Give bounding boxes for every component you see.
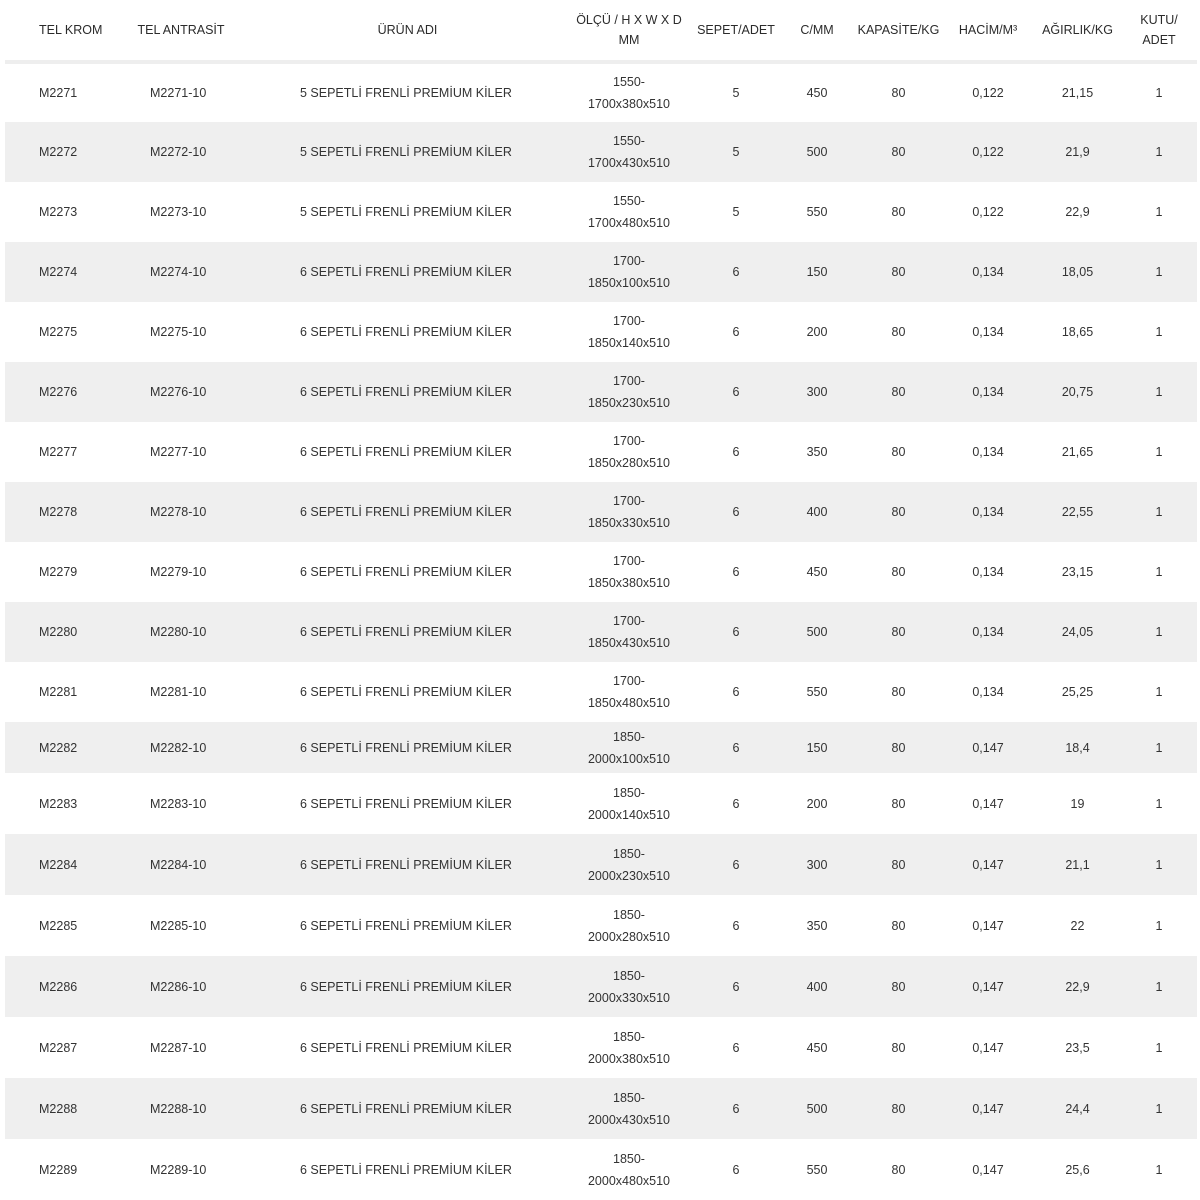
cell-kapasite: 80 [891,1101,906,1116]
cell-hacim: 0,147 [972,857,1004,872]
cell-urun-adi: 6 SEPETLİ FRENLİ PREMİUM KİLER [300,740,512,755]
cell-tel-antrasit: M2280-10 [150,625,207,639]
cell-kapasite: 80 [891,918,906,933]
cell-urun-adi: 6 SEPETLİ FRENLİ PREMİUM KİLER [300,1101,512,1116]
cell-sepet-adet: 6 [732,1101,740,1116]
header-kapasite: KAPASİTE/KG [857,23,940,37]
cell-urun-adi: 6 SEPETLİ FRENLİ PREMİUM KİLER [300,505,512,519]
cell-kutu-adet: 1 [1155,205,1163,219]
table-row [5,362,1197,422]
cell-kutu-adet: 1 [1155,1162,1163,1177]
cell-tel-krom: M2278 [39,505,78,519]
cell-olcu: 1850- 2000x140x510 [587,785,671,822]
cell-tel-krom: M2289 [39,1162,78,1177]
cell-sepet-adet: 6 [732,796,740,811]
cell-c-mm: 150 [806,740,828,755]
table-row [5,302,1197,362]
table-row [5,122,1197,182]
cell-kapasite: 80 [891,385,906,399]
cell-tel-krom: M2282 [39,740,78,755]
header-tel-krom: TEL KROM [39,23,103,37]
table-row [5,482,1197,542]
cell-tel-antrasit: M2272-10 [150,145,207,159]
cell-olcu: 1850- 2000x330x510 [587,968,671,1005]
header-olcu: ÖLÇÜ / H X W X D MM [576,13,682,47]
cell-urun-adi: 6 SEPETLİ FRENLİ PREMİUM KİLER [300,385,512,399]
table-header-row [5,0,1197,62]
cell-agirlik: 21,1 [1065,857,1090,872]
cell-sepet-adet: 6 [732,979,740,994]
cell-c-mm: 400 [806,979,828,994]
cell-urun-adi: 5 SEPETLİ FRENLİ PREMİUM KİLER [300,205,512,219]
cell-sepet-adet: 6 [732,265,740,279]
cell-kutu-adet: 1 [1155,445,1163,459]
cell-tel-antrasit: M2279-10 [150,565,207,579]
cell-agirlik: 23,5 [1065,1040,1090,1055]
cell-olcu: 1550- 1700x430x510 [587,134,671,170]
cell-kutu-adet: 1 [1155,265,1163,279]
header-tel-antrasit: TEL ANTRASİT [137,23,225,37]
cell-tel-antrasit: M2276-10 [150,385,207,399]
cell-agirlik: 22,55 [1061,505,1094,519]
cell-tel-krom: M2284 [39,857,78,872]
cell-hacim: 0,147 [972,918,1004,933]
cell-sepet-adet: 6 [732,740,740,755]
cell-tel-antrasit: M2282-10 [150,740,207,755]
cell-hacim: 0,147 [972,796,1004,811]
cell-olcu: 1850- 2000x480x510 [587,1151,671,1188]
cell-kapasite: 80 [891,796,906,811]
cell-kapasite: 80 [891,445,906,459]
cell-agirlik: 24,05 [1061,625,1094,639]
cell-kapasite: 80 [891,685,906,699]
cell-hacim: 0,134 [972,445,1004,459]
cell-agirlik: 22 [1070,918,1085,933]
cell-agirlik: 25,25 [1061,685,1094,699]
header-sepet-adet: SEPET/ADET [697,23,775,37]
cell-kapasite: 80 [891,1162,906,1177]
table-row [5,956,1197,1017]
cell-tel-antrasit: M2281-10 [150,685,207,699]
cell-kutu-adet: 1 [1155,385,1163,399]
cell-sepet-adet: 6 [732,325,740,339]
cell-urun-adi: 6 SEPETLİ FRENLİ PREMİUM KİLER [300,265,512,279]
cell-c-mm: 350 [806,918,828,933]
cell-agirlik: 19 [1070,796,1085,811]
table-row [5,662,1197,722]
cell-hacim: 0,134 [972,385,1004,399]
table-row [5,1139,1197,1200]
cell-tel-antrasit: M2271-10 [150,86,207,100]
cell-kutu-adet: 1 [1155,857,1163,872]
cell-kapasite: 80 [891,857,906,872]
table-row [5,62,1197,122]
cell-c-mm: 500 [806,1101,828,1116]
cell-hacim: 0,134 [972,685,1004,699]
cell-c-mm: 300 [806,857,828,872]
cell-c-mm: 300 [806,385,828,399]
cell-hacim: 0,122 [972,86,1004,100]
cell-c-mm: 500 [806,145,828,159]
cell-kutu-adet: 1 [1155,685,1163,699]
cell-tel-antrasit: M2273-10 [150,205,207,219]
cell-urun-adi: 6 SEPETLİ FRENLİ PREMİUM KİLER [300,1162,512,1177]
cell-hacim: 0,134 [972,265,1004,279]
cell-olcu: 1700- 1850x480x510 [587,674,671,710]
cell-tel-krom: M2287 [39,1040,78,1055]
cell-c-mm: 500 [806,625,828,639]
header-urun-adi: ÜRÜN ADI [377,23,438,37]
cell-sepet-adet: 6 [732,385,740,399]
cell-kutu-adet: 1 [1155,1101,1163,1116]
cell-sepet-adet: 5 [732,86,740,100]
cell-kapasite: 80 [891,979,906,994]
cell-hacim: 0,147 [972,1040,1004,1055]
cell-urun-adi: 5 SEPETLİ FRENLİ PREMİUM KİLER [300,145,512,159]
cell-urun-adi: 6 SEPETLİ FRENLİ PREMİUM KİLER [300,796,512,811]
cell-sepet-adet: 6 [732,625,740,639]
cell-olcu: 1850- 2000x280x510 [587,907,671,944]
cell-hacim: 0,134 [972,565,1004,579]
cell-kapasite: 80 [891,205,906,219]
cell-urun-adi: 6 SEPETLİ FRENLİ PREMİUM KİLER [300,625,512,639]
cell-hacim: 0,122 [972,145,1004,159]
cell-olcu: 1700- 1850x100x510 [587,254,671,290]
cell-kutu-adet: 1 [1155,325,1163,339]
cell-sepet-adet: 6 [732,445,740,459]
cell-tel-antrasit: M2287-10 [150,1040,207,1055]
cell-tel-antrasit: M2285-10 [150,918,207,933]
cell-olcu: 1550- 1700x480x510 [587,194,671,230]
cell-agirlik: 20,75 [1061,385,1094,399]
header-kutu-adet: KUTU/ ADET [1140,13,1178,47]
cell-olcu: 1700- 1850x330x510 [587,494,671,530]
cell-tel-antrasit: M2275-10 [150,325,207,339]
cell-agirlik: 18,4 [1065,740,1090,755]
cell-tel-krom: M2272 [39,145,78,159]
cell-olcu: 1700- 1850x230x510 [587,374,671,410]
cell-hacim: 0,122 [972,205,1004,219]
cell-hacim: 0,147 [972,740,1004,755]
cell-agirlik: 21,65 [1061,445,1094,459]
cell-sepet-adet: 5 [732,145,740,159]
cell-olcu: 1700- 1850x140x510 [587,314,671,350]
table-row [5,773,1197,834]
cell-urun-adi: 6 SEPETLİ FRENLİ PREMİUM KİLER [300,445,512,459]
cell-agirlik: 18,65 [1061,325,1094,339]
cell-tel-antrasit: M2283-10 [150,796,207,811]
table-row [5,422,1197,482]
cell-olcu: 1850- 2000x230x510 [587,846,671,883]
cell-kapasite: 80 [891,740,906,755]
cell-tel-antrasit: M2289-10 [150,1162,207,1177]
cell-c-mm: 450 [806,86,828,100]
cell-kutu-adet: 1 [1155,796,1163,811]
cell-kutu-adet: 1 [1155,1040,1163,1055]
cell-c-mm: 550 [806,1162,828,1177]
product-spec-table [5,0,1197,1200]
cell-kutu-adet: 1 [1155,86,1163,100]
cell-kutu-adet: 1 [1155,145,1163,159]
table-row [5,542,1197,602]
cell-urun-adi: 6 SEPETLİ FRENLİ PREMİUM KİLER [300,1040,512,1055]
table-row [5,1078,1197,1139]
cell-tel-krom: M2271 [39,86,78,100]
cell-sepet-adet: 6 [732,857,740,872]
cell-tel-antrasit: M2278-10 [150,505,207,519]
table-row [5,242,1197,302]
cell-urun-adi: 6 SEPETLİ FRENLİ PREMİUM KİLER [300,685,512,699]
cell-sepet-adet: 6 [732,505,740,519]
product-table-container [5,0,1197,1200]
cell-sepet-adet: 6 [732,1162,740,1177]
cell-urun-adi: 5 SEPETLİ FRENLİ PREMİUM KİLER [300,86,512,100]
cell-kutu-adet: 1 [1155,918,1163,933]
header-agirlik: AĞIRLIK/KG [1042,23,1113,37]
cell-hacim: 0,134 [972,625,1004,639]
cell-c-mm: 400 [806,505,828,519]
cell-olcu: 1700- 1850x280x510 [587,434,671,470]
cell-kapasite: 80 [891,625,906,639]
table-row [5,182,1197,242]
table-row [5,834,1197,895]
table-row [5,722,1197,773]
cell-kutu-adet: 1 [1155,565,1163,579]
cell-tel-krom: M2286 [39,979,78,994]
table-row [5,602,1197,662]
cell-agirlik: 25,6 [1065,1162,1090,1177]
header-hacim: HACİM/M³ [958,23,1018,37]
cell-hacim: 0,147 [972,1101,1004,1116]
cell-tel-krom: M2285 [39,918,78,933]
cell-c-mm: 350 [806,445,828,459]
cell-tel-krom: M2273 [39,205,78,219]
cell-tel-antrasit: M2274-10 [150,265,207,279]
cell-agirlik: 22,9 [1065,205,1090,219]
cell-olcu: 1550- 1700x380x510 [587,75,671,111]
cell-tel-antrasit: M2288-10 [150,1101,207,1116]
cell-olcu: 1850- 2000x380x510 [587,1029,671,1066]
cell-urun-adi: 6 SEPETLİ FRENLİ PREMİUM KİLER [300,918,512,933]
cell-kutu-adet: 1 [1155,740,1163,755]
cell-tel-antrasit: M2284-10 [150,857,207,872]
cell-hacim: 0,134 [972,325,1004,339]
cell-c-mm: 150 [806,265,828,279]
cell-c-mm: 550 [806,685,828,699]
cell-kutu-adet: 1 [1155,979,1163,994]
cell-sepet-adet: 6 [732,685,740,699]
cell-tel-krom: M2288 [39,1101,78,1116]
cell-agirlik: 21,15 [1061,86,1094,100]
cell-sepet-adet: 6 [732,1040,740,1055]
cell-kutu-adet: 1 [1155,505,1163,519]
cell-olcu: 1850- 2000x430x510 [587,1090,671,1127]
cell-kapasite: 80 [891,325,906,339]
cell-tel-krom: M2281 [39,685,78,699]
cell-urun-adi: 6 SEPETLİ FRENLİ PREMİUM KİLER [300,857,512,872]
cell-c-mm: 200 [806,796,828,811]
cell-agirlik: 23,15 [1061,565,1094,579]
cell-kapasite: 80 [891,265,906,279]
cell-c-mm: 550 [806,205,828,219]
cell-hacim: 0,134 [972,505,1004,519]
cell-c-mm: 450 [806,1040,828,1055]
cell-agirlik: 21,9 [1065,145,1090,159]
cell-olcu: 1850- 2000x100x510 [587,729,671,766]
cell-agirlik: 18,05 [1061,265,1094,279]
cell-tel-antrasit: M2277-10 [150,445,207,459]
cell-tel-krom: M2276 [39,385,78,399]
cell-hacim: 0,147 [972,979,1004,994]
cell-tel-krom: M2274 [39,265,78,279]
cell-urun-adi: 6 SEPETLİ FRENLİ PREMİUM KİLER [300,325,512,339]
cell-tel-krom: M2283 [39,796,78,811]
table-body [5,62,1197,1200]
cell-sepet-adet: 5 [732,205,740,219]
cell-kutu-adet: 1 [1155,625,1163,639]
cell-sepet-adet: 6 [732,918,740,933]
table-row [5,895,1197,956]
cell-urun-adi: 6 SEPETLİ FRENLİ PREMİUM KİLER [300,565,512,579]
cell-olcu: 1700- 1850x430x510 [587,614,671,650]
cell-tel-krom: M2275 [39,325,78,339]
cell-kapasite: 80 [891,505,906,519]
cell-tel-krom: M2280 [39,625,78,639]
cell-sepet-adet: 6 [732,565,740,579]
cell-kapasite: 80 [891,145,906,159]
cell-c-mm: 200 [806,325,828,339]
cell-hacim: 0,147 [972,1162,1004,1177]
cell-tel-krom: M2279 [39,565,78,579]
cell-tel-krom: M2277 [39,445,78,459]
cell-kapasite: 80 [891,86,906,100]
cell-c-mm: 450 [806,565,828,579]
cell-tel-antrasit: M2286-10 [150,979,207,994]
table-row [5,1017,1197,1078]
cell-agirlik: 24,4 [1065,1101,1090,1116]
cell-kapasite: 80 [891,565,906,579]
cell-urun-adi: 6 SEPETLİ FRENLİ PREMİUM KİLER [300,979,512,994]
cell-olcu: 1700- 1850x380x510 [587,554,671,590]
header-c-mm: C/MM [800,23,834,37]
cell-agirlik: 22,9 [1065,979,1090,994]
cell-kapasite: 80 [891,1040,906,1055]
